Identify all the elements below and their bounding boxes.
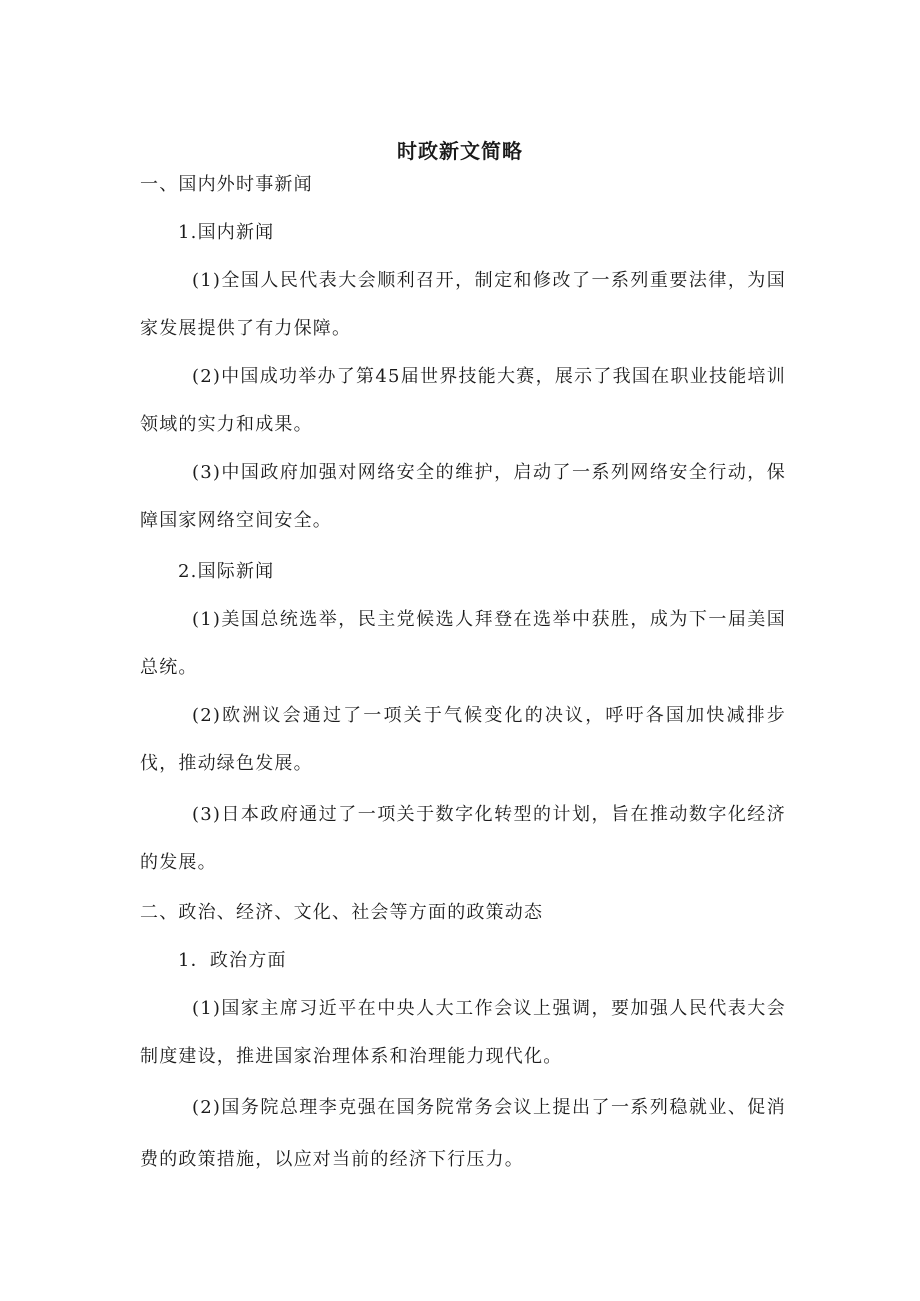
international-news-item-1: (1)美国总统选举，民主党候选人拜登在选举中获胜，成为下一届美国总统。 — [140, 609, 786, 678]
document-title: 时政新文简略 — [397, 139, 523, 164]
subheading-domestic-news: 1.国内新闻 — [178, 222, 275, 243]
section-heading-policy: 二、政治、经济、文化、社会等方面的政策动态 — [140, 902, 544, 923]
domestic-news-item-1: (1)全国人民代表大会顺利召开，制定和修改了一系列重要法律，为国家发展提供了有力保障。 — [140, 270, 786, 339]
subheading-politics: 1．政治方面 — [178, 950, 287, 971]
politics-item-1: (1)国家主席习近平在中央人大工作会议上强调，要加强人民代表大会制度建设，推进国家治理体系和治理能力现代化。 — [140, 998, 786, 1067]
politics-item-2: (2)国务院总理李克强在国务院常务会议上提出了一系列稳就业、促消费的政策措施，以应对当前的经济下行压力。 — [140, 1097, 786, 1170]
international-news-item-2: (2)欧洲议会通过了一项关于气候变化的决议，呼吁各国加快减排步伐，推动绿色发展。 — [140, 705, 786, 774]
section-heading-news: 一、国内外时事新闻 — [140, 174, 313, 195]
international-news-item-3: (3)日本政府通过了一项关于数字化转型的计划，旨在推动数字化经济的发展。 — [140, 804, 786, 873]
subheading-international-news: 2.国际新闻 — [178, 561, 275, 582]
domestic-news-item-3: (3)中国政府加强对网络安全的维护，启动了一系列网络安全行动，保障国家网络空间安全。 — [140, 462, 786, 531]
domestic-news-item-2: (2)中国成功举办了第45届世界技能大赛，展示了我国在职业技能培训领域的实力和成果。 — [140, 366, 786, 435]
